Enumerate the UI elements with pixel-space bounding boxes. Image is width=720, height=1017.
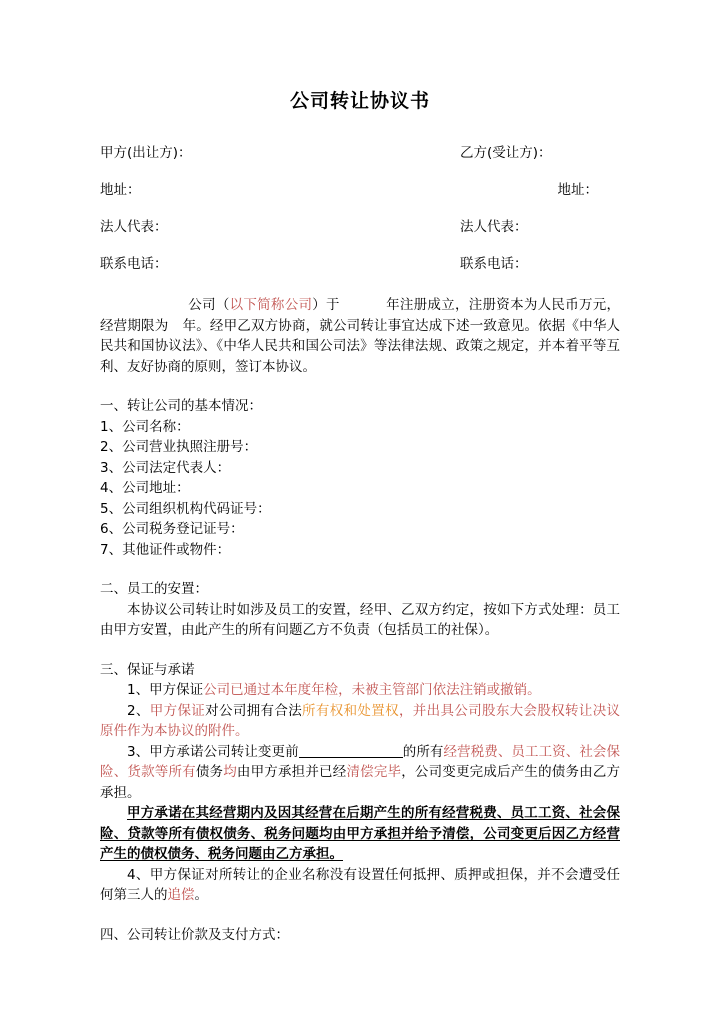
- section-three-clause-2: [100, 701, 620, 742]
- section-one-heading: 一、转让公司的基本情况：: [100, 398, 262, 414]
- section-three-clause-1: [100, 680, 620, 701]
- section-three-emphasis-paragraph: 甲方承诺在其经营期内及因其经营在后期产生的所有经营税费、员工工资、社会保险、贷款等所有债权债务、税务问题均由甲方承担并给予清偿，公司变更后因乙方经营产生的债权债务、税务问题由乙方承担。: [100, 805, 620, 862]
- party-a-address-label: 地址：: [100, 182, 141, 198]
- list-item: 4、公司地址：: [100, 480, 190, 496]
- party-b-address-label: 地址：: [557, 182, 598, 198]
- party-b-phone-label: 联系电话：: [460, 256, 528, 272]
- party-information-block: [100, 144, 620, 273]
- clause4-black-b: 。: [194, 887, 208, 903]
- intro-year-suffix: 年注册成立，注册资本为人民币: [385, 297, 579, 313]
- section-three-clause-3: [100, 742, 620, 804]
- clause1-red-a: 公司已通过本年度年检，未被主管部门依法注销或撤销。: [203, 682, 541, 698]
- clause3-black-a: 3、甲方承诺公司转让变更前: [127, 743, 299, 760]
- clause2-number: 2、: [127, 702, 150, 719]
- party-b-legal-rep-label: 法人代表：: [460, 219, 528, 235]
- section-one: [100, 396, 620, 560]
- clause2-black-a: 对公司拥有合法: [205, 702, 303, 719]
- section-two-body: 本协议公司转让时如涉及员工的安置，经甲、乙双方约定，按如下方式处理：员工由甲方安置，由此产生的所有问题乙方不负责（包括员工的社保）。: [100, 601, 620, 638]
- party-row: [100, 218, 620, 236]
- clause2-red-a: 甲方保证: [149, 702, 206, 719]
- clause3-red-b: 均: [223, 764, 237, 780]
- party-b-label: 乙方(受让方)：: [460, 145, 552, 161]
- clause2-orange-highlight: 所有权和处置权: [302, 702, 399, 719]
- intro-company-word: 公司（: [188, 297, 230, 313]
- clause3-fill-in-blank[interactable]: [299, 757, 403, 758]
- list-item: 3、公司法定代表人：: [100, 459, 231, 476]
- list-item: 1、公司名称：: [100, 418, 190, 435]
- clause4-red-a: 追偿: [167, 887, 195, 903]
- party-a-phone-label: 联系电话：: [100, 256, 168, 272]
- intro-after-alias: ）于: [312, 297, 340, 313]
- section-four: [100, 925, 620, 946]
- clause3-black-d: 由甲方承担并已经: [236, 764, 347, 780]
- clause3-red-a: 经营税费、员工工资、社会保险、货款等所有: [100, 743, 621, 780]
- party-row: [100, 181, 620, 199]
- clause3-black-b: 的所有: [402, 743, 444, 760]
- section-three: [100, 660, 620, 906]
- intro-paragraph: [100, 295, 620, 377]
- clause1-black-a: 1、甲方保证: [127, 682, 204, 698]
- list-item: 5、公司组织机构代码证号：: [100, 500, 271, 517]
- page-title: 公司转让协议书: [289, 90, 430, 112]
- party-a-legal-rep-label: 法人代表：: [100, 219, 168, 235]
- section-two: [100, 579, 620, 641]
- list-item: 7、其他证件或物件：: [100, 541, 231, 558]
- section-four-heading: 四、公司转让价款及支付方式：: [100, 926, 289, 943]
- clause3-black-c: 债务: [195, 764, 224, 780]
- party-row: [100, 144, 620, 162]
- list-item: 6、公司税务登记证号：: [100, 521, 244, 537]
- intro-line2-a: 万元，经营期限为: [100, 297, 621, 334]
- clause2-red-b: ，并出具公司股东大会股权转让决议原件作为本协议的附件。: [100, 702, 621, 739]
- party-a-label: 甲方(出让方)：: [100, 145, 192, 161]
- list-item: 2、公司营业执照注册号：: [100, 439, 258, 455]
- clause3-red-c: 清偿完毕: [346, 764, 402, 780]
- intro-line2-b: 年。经甲乙双方协商，就公司转让事宜达成下述一致意见。依据《中华人民共和国协议法》、《中华人民共和国公司法》等法律法规、政策之规定，并本着平等互利、友好协商的原则，签订本协议。: [100, 317, 621, 375]
- clause3-black-e: ，公司变更完成后产生的债务由乙方承担。: [100, 764, 621, 801]
- party-row: [100, 255, 620, 273]
- section-two-heading: 二、员工的安置：: [100, 581, 208, 597]
- section-three-heading: 三、保证与承诺: [100, 661, 195, 678]
- section-three-clause-4: [100, 865, 620, 906]
- clause4-black-a: 4、甲方保证对所转让的企业名称没有设置任何抵押、质押或担保，并不会遭受任何第三人的: [100, 866, 620, 903]
- intro-company-alias: 以下简称公司: [229, 297, 313, 313]
